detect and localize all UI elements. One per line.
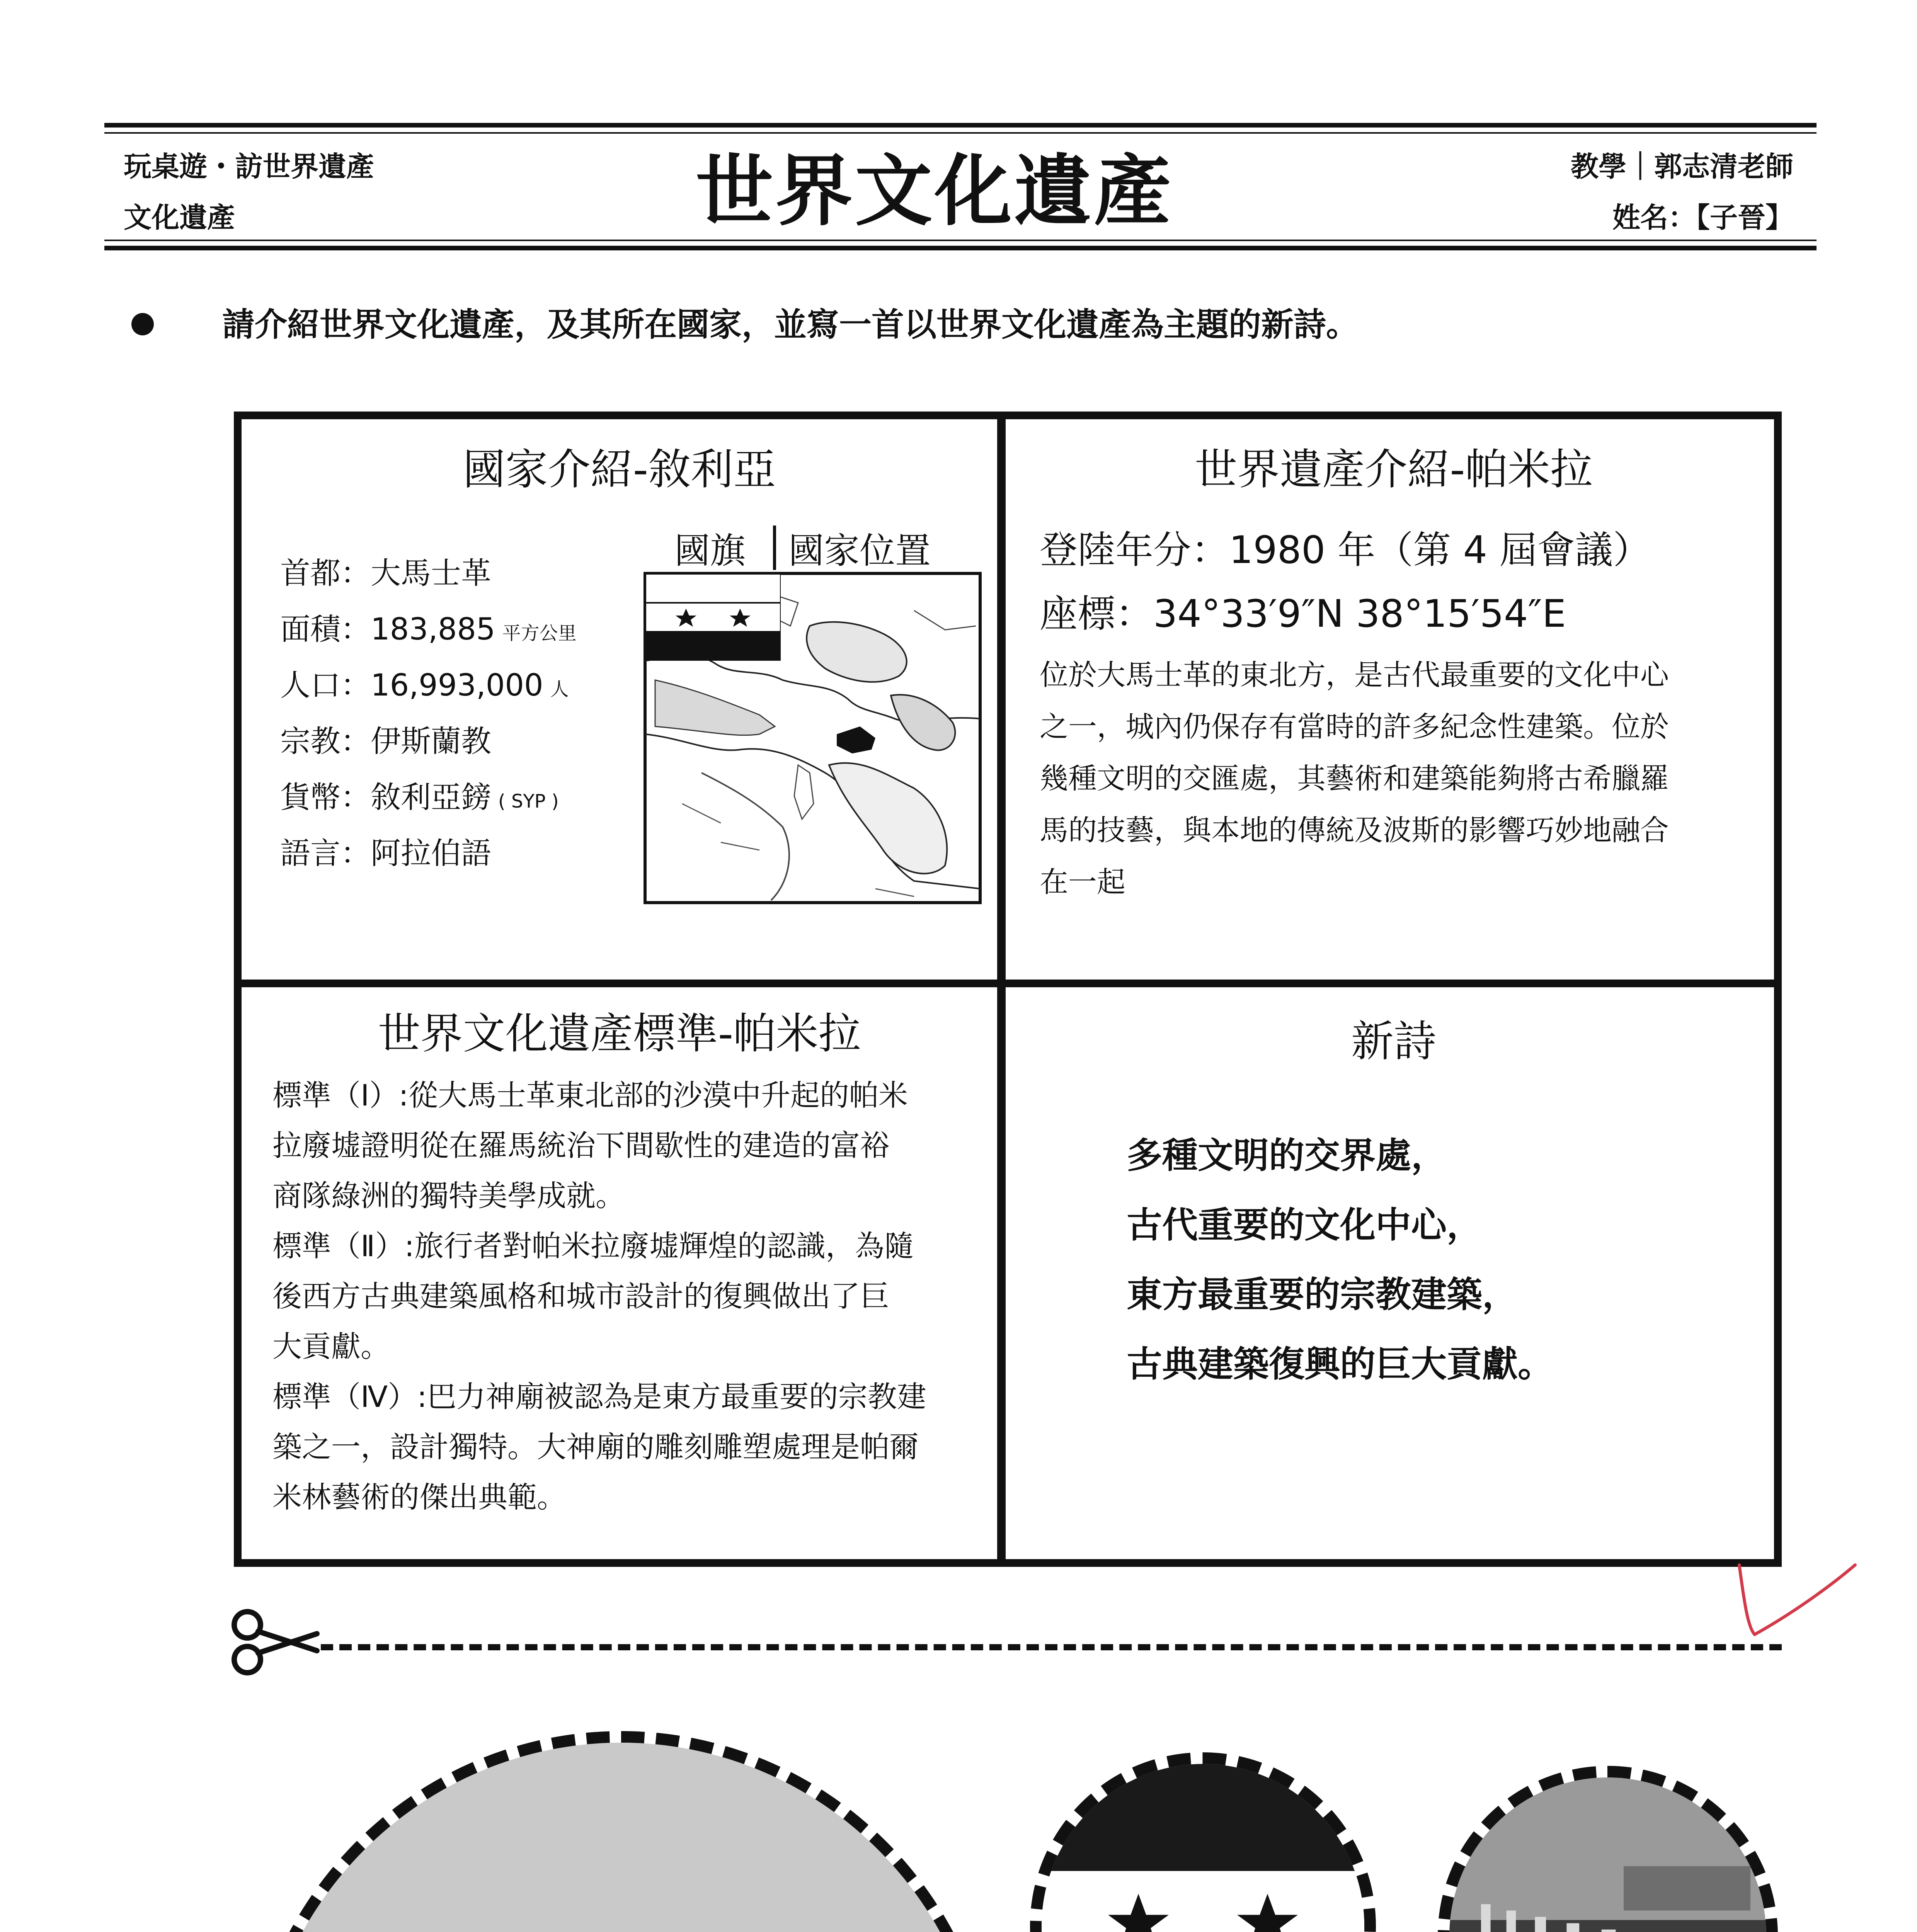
criteria-section-title: 世界文化遺產標準-帕米拉	[378, 1009, 861, 1058]
criteria-line: 標準（Ⅰ）:從大馬士革東北部的沙漠中升起的帕米	[272, 1078, 908, 1112]
criteria-line: 後西方古典建築風格和城市設計的復興做出了巨	[272, 1279, 889, 1313]
criteria-line: 米林藝術的傑出典範。	[272, 1480, 566, 1514]
poem-section-title: 新詩	[1351, 1017, 1436, 1066]
heritage-year: 登陸年分：1980 年（第 4 屆會議）	[1040, 528, 1651, 572]
country-area: 面積：183,885 平方公里	[280, 612, 577, 647]
flag-label: 國旗	[674, 530, 746, 571]
grid-horizontal-divider	[234, 980, 1782, 987]
page-title: 世界文化遺產	[696, 146, 1174, 236]
country-religion: 宗教：伊斯蘭教	[280, 724, 492, 759]
cut-line	[321, 1644, 1782, 1650]
location-label: 國家位置	[788, 530, 931, 571]
scissors-icon	[228, 1607, 321, 1677]
heritage-section-title: 世界遺產介紹-帕米拉	[1195, 445, 1593, 494]
header-top-rule-thin	[104, 132, 1817, 134]
country-population: 人口：16,993,000 人	[280, 668, 569, 703]
bullet-icon	[131, 313, 154, 335]
poem-line: 多種文明的交界處，	[1127, 1135, 1447, 1176]
heritage-line: 位於大馬士革的東北方，是古代最重要的文化中心	[1040, 658, 1669, 692]
heritage-line: 在一起	[1040, 866, 1125, 899]
criteria-line: 拉廢墟證明從在羅馬統治下間歇性的建造的富裕	[272, 1128, 889, 1163]
poem-line: 東方最重要的宗教建築，	[1127, 1274, 1518, 1315]
criteria-line: 標準（Ⅱ）:旅行者對帕米拉廢墟輝煌的認識，為隨	[272, 1229, 914, 1263]
flag-map-divider	[773, 526, 776, 570]
header-teacher: 教學｜郭志清老師	[1570, 150, 1793, 183]
header-subject: 玩桌遊・訪世界遺產	[124, 150, 375, 183]
colonnade-photo-1	[1438, 1766, 1778, 1932]
syria-flag	[645, 574, 781, 661]
header-top-rule	[104, 123, 1817, 128]
criteria-line: 標準（Ⅳ）:巴力神廟被認為是東方最重要的宗教建	[272, 1379, 926, 1414]
country-capital: 首都：大馬士革	[280, 556, 492, 591]
country-currency: 貨幣：敘利亞鎊 ( SYP )	[280, 780, 559, 815]
header-category: 文化遺產	[124, 201, 235, 234]
syria-flag-circle	[1030, 1752, 1376, 1932]
check-mark-icon	[1731, 1557, 1863, 1646]
criteria-line: 築之一，設計獨特。大神廟的雕刻雕塑處理是帕爾	[272, 1430, 919, 1464]
heritage-line: 之一，城內仍保存有當時的許多紀念性建築。位於	[1040, 710, 1669, 743]
country-section-title: 國家介紹-敘利亞	[463, 445, 776, 494]
header-student-name: 姓名：【子晉】	[1612, 201, 1793, 234]
heritage-line: 幾種文明的交匯處，其藝術和建築能夠將古希臘羅	[1040, 762, 1669, 795]
heritage-line: 馬的技藝，與本地的傳統及波斯的影響巧妙地融合	[1040, 814, 1669, 847]
header-bottom-rule-thin	[104, 240, 1817, 241]
criteria-line: 大貢獻。	[272, 1329, 390, 1364]
instruction-text: 請介紹世界文化遺產，及其所在國家，並寫一首以世界文化遺產為主題的新詩。	[222, 306, 1359, 344]
palmyra-ruins-photo-large	[243, 1731, 999, 1932]
criteria-line: 商隊綠洲的獨特美學成就。	[272, 1179, 625, 1213]
header-bottom-rule	[104, 246, 1817, 250]
poem-line: 古代重要的文化中心，	[1127, 1204, 1483, 1246]
country-language: 語言：阿拉伯語	[280, 836, 492, 871]
grid-vertical-divider	[997, 412, 1006, 1567]
heritage-coordinates: 座標：34°33′9″N 38°15′54″E	[1040, 592, 1566, 636]
poem-line: 古典建築復興的巨大貢獻。	[1127, 1344, 1554, 1385]
